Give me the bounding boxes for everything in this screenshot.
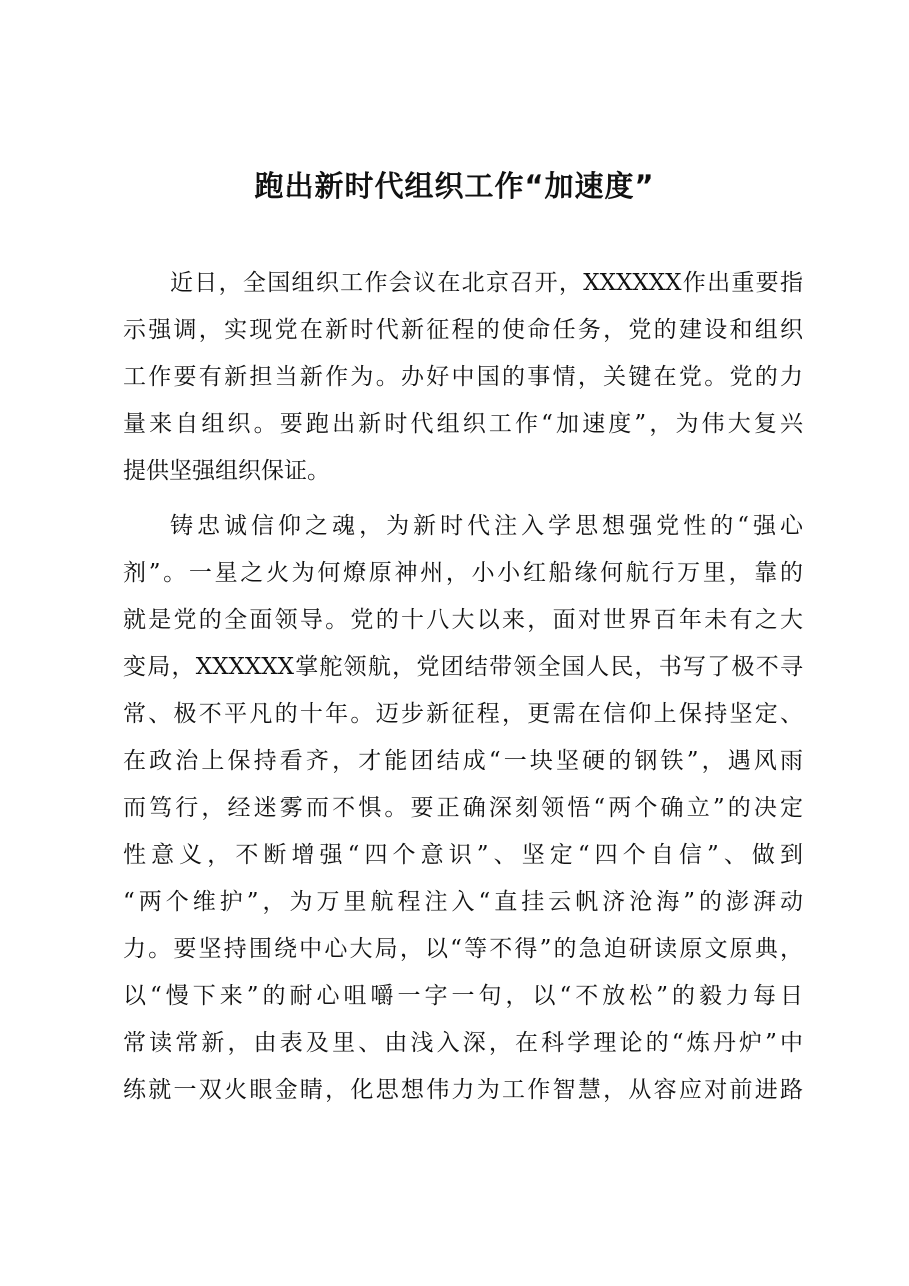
paragraph-line: “两个维护”，为万里航程注入“直挂云帆济沧海”的澎湃动	[123, 889, 803, 915]
paragraph-line: 提供坚强组织保证。	[123, 458, 330, 484]
paragraph-line: 常、极不平凡的十年。迈步新征程，更需在信仰上保持坚定、	[123, 701, 803, 727]
paragraph-line: 练就一双火眼金睛，化思想伟力为工作智慧，从容应对前进路	[123, 1077, 803, 1103]
document-body	[123, 260, 803, 1114]
paragraph-line: 性意义，不断增强“四个意识”、坚定“四个自信”、做到	[123, 842, 803, 868]
paragraph-line: 量来自组织。要跑出新时代组织工作“加速度”，为伟大复兴	[123, 411, 803, 437]
paragraph-line: 就是党的全面领导。党的十八大以来，面对世界百年未有之大	[123, 607, 803, 633]
paragraph-2	[123, 503, 803, 1114]
paragraph-line: 而笃行，经迷雾而不惧。要正确深刻领悟“两个确立”的决定	[123, 795, 803, 821]
paragraph-line: 示强调，实现党在新时代新征程的使命任务，党的建设和组织	[123, 317, 803, 343]
paragraph-gap	[123, 495, 803, 503]
paragraph-line: 以“慢下来”的耐心咀嚼一字一句，以“不放松”的毅力每日	[123, 983, 803, 1009]
paragraph-line: 变局，XXXXXX掌舵领航，党团结带领全国人民，书写了极不寻	[123, 654, 803, 680]
paragraph-line: 力。要坚持围绕中心大局，以“等不得”的急迫研读原文原典，	[123, 936, 803, 962]
paragraph-line: 近日，全国组织工作会议在北京召开，XXXXXX作出重要指	[170, 270, 803, 296]
paragraph-line: 常读常新，由表及里、由浅入深，在科学理论的“炼丹炉”中	[123, 1030, 803, 1056]
paragraph-1	[123, 260, 803, 495]
paragraph-line: 剂”。一星之火为何燎原神州，小小红船缘何航行万里，靠的	[123, 560, 803, 586]
paragraph-line: 铸忠诚信仰之魂，为新时代注入学思想强党性的“强心	[170, 513, 803, 539]
document-title: 跑出新时代组织工作“加速度”	[254, 169, 655, 203]
paragraph-line: 在政治上保持看齐，才能团结成“一块坚硬的钢铁”，遇风雨	[123, 748, 803, 774]
paragraph-line: 工作要有新担当新作为。办好中国的事情，关键在党。党的力	[123, 364, 803, 390]
